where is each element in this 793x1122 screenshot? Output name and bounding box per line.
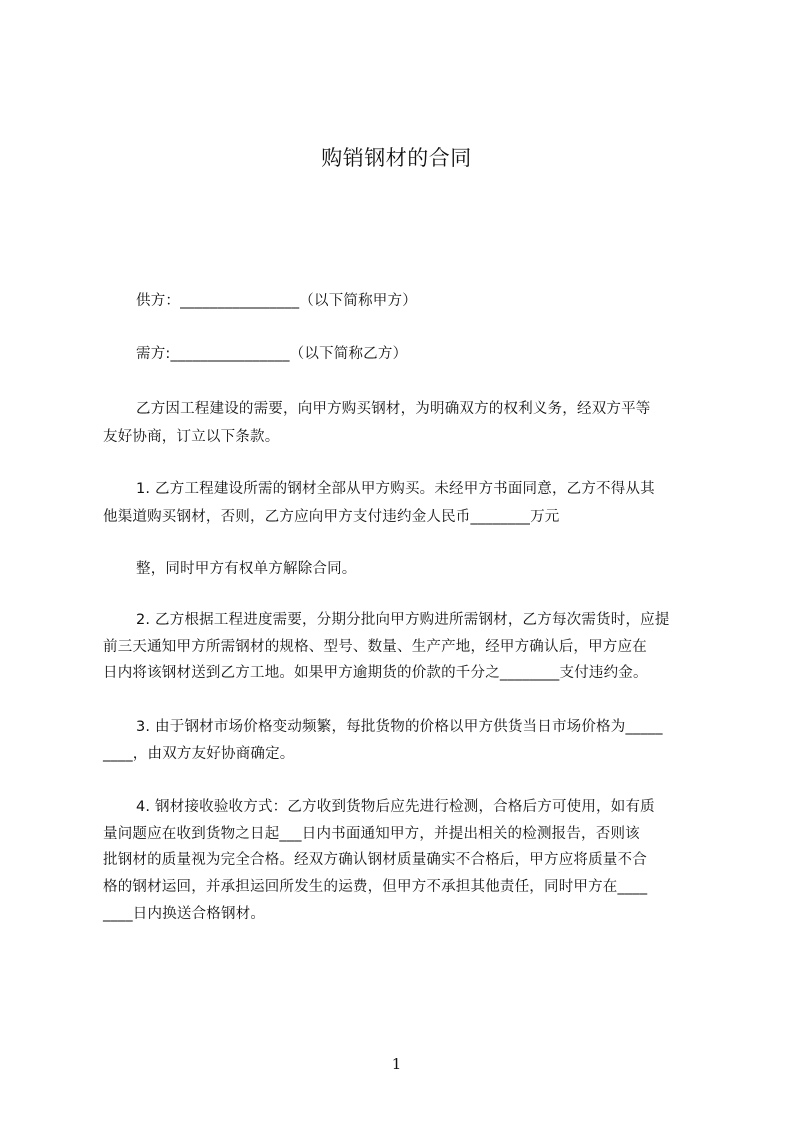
page-number: 1 [391, 1055, 402, 1073]
clause4-line-5: ____日内换送合格钢材。 [103, 906, 266, 922]
clause4-line-2: 量问题应在收到货物之日起___日内书面通知甲方，并提出相关的检测报告，否则该 [103, 826, 640, 842]
clause2-line-3: 日内将该钢材送到乙方工地。如果甲方逾期货的价款的千分之________支付违约金。 [103, 665, 648, 681]
preamble-line-1: 乙方因工程建设的需要，向甲方购买钢材，为明确双方的权利义务，经双方平等 [136, 401, 651, 417]
clause4-line-1: 4. 钢材接收验收方式：乙方收到货物后应先进行检测，合格后方可使用，如有质 [136, 799, 655, 815]
clause4-line-4: 格的钢材运回，并承担运回所发生的运费，但甲方不承担其他责任，同时甲方在____ [103, 879, 648, 895]
buyer-line: 需方:________________（以下简称乙方） [136, 346, 408, 362]
preamble-line-2: 友好协商，订立以下条款。 [103, 429, 280, 445]
clause3-line-1: 3. 由于钢材市场价格变动频繁，每批货物的价格以甲方供货当日市场价格为_____ [136, 719, 663, 735]
clause2-line-2: 前三天通知甲方所需钢材的规格、型号、数量、生产产地，经甲方确认后，甲方应在 [103, 639, 647, 655]
clause3-line-2: ____，由双方友好协商确定。 [103, 746, 295, 762]
supplier-line: 供方：________________（以下简称甲方） [136, 293, 417, 309]
clause1-line-1: 1. 乙方工程建设所需的钢材全部从甲方购买。未经甲方书面同意，乙方不得从其 [136, 481, 655, 497]
document-title: 购销钢材的合同 [321, 146, 472, 170]
clause4-line-3: 批钢材的质量视为完全合格。经双方确认钢材质量确实不合格后，甲方应将质量不合 [103, 852, 647, 868]
clause1-line-3: 整，同时甲方有权单方解除合同。 [136, 561, 357, 577]
clause1-line-2: 他渠道购买钢材，否则，乙方应向甲方支付违约金人民币________万元 [103, 509, 560, 525]
clause2-line-1: 2. 乙方根据工程进度需要，分期分批向甲方购进所需钢材，乙方每次需货时，应提 [136, 612, 670, 628]
